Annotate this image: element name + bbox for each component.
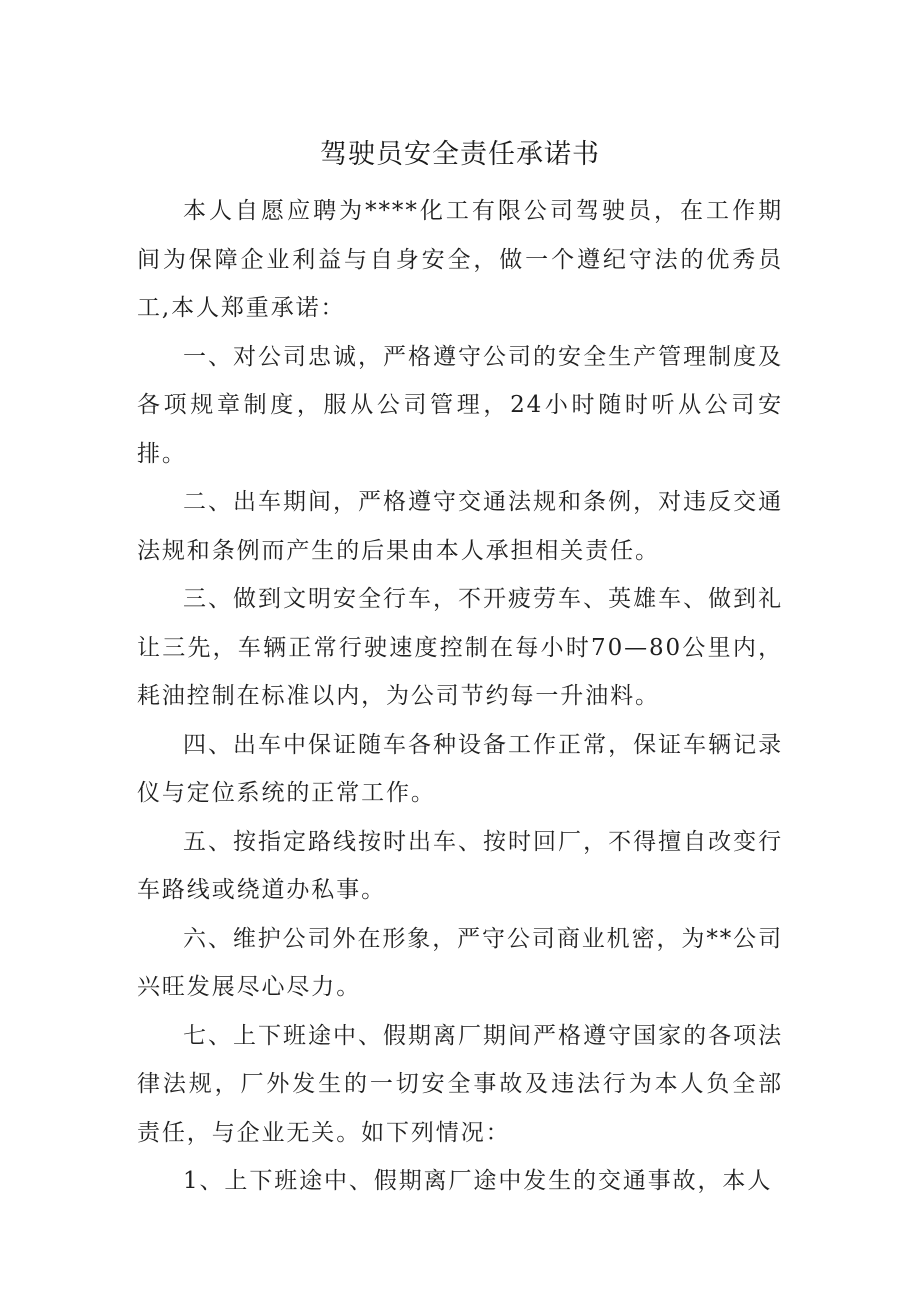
clause-1-paragraph: 一、对公司忠诚，严格遵守公司的安全生产管理制度及各项规章制度，服从公司管理，24小时随时听从公司安排。 — [137, 343, 783, 467]
clause-2-paragraph: 二、出车期间，严格遵守交通法规和条例，对违反交通法规和条例而产生的后果由本人承担相关责任。 — [137, 489, 783, 564]
clause-6-paragraph: 六、维护公司外在形象，严守公司商业机密，为**公司兴旺发展尽心尽力。 — [137, 925, 783, 1000]
clause-4-paragraph: 四、出车中保证随车各种设备工作正常，保证车辆记录仪与定位系统的正常工作。 — [137, 731, 783, 806]
sub-item-1-paragraph: 1、上下班途中、假期离厂途中发生的交通事故，本人 — [183, 1168, 773, 1194]
clause-3-paragraph: 三、做到文明安全行车，不开疲劳车、英雄车、做到礼让三先，车辆正常行驶速度控制在每小时70—80公里内，耗油控制在标准以内，为公司节约每一升油料。 — [137, 586, 783, 709]
document-body — [137, 187, 783, 1206]
intro-paragraph: 本人自愿应聘为****化工有限公司驾驶员，在工作期间为保障企业利益与自身安全，做一个遵纪守法的优秀员工,本人郑重承诺： — [137, 198, 783, 321]
document-title: 驾驶员安全责任承诺书 — [320, 139, 600, 170]
clause-5-paragraph: 五、按指定路线按时出车、按时回厂，不得擅自改变行车路线或绕道办私事。 — [137, 828, 783, 903]
clause-7-paragraph: 七、上下班途中、假期离厂期间严格遵守国家的各项法律法规，厂外发生的一切安全事故及违法行为本人负全部责任，与企业无关。如下列情况： — [137, 1022, 783, 1146]
